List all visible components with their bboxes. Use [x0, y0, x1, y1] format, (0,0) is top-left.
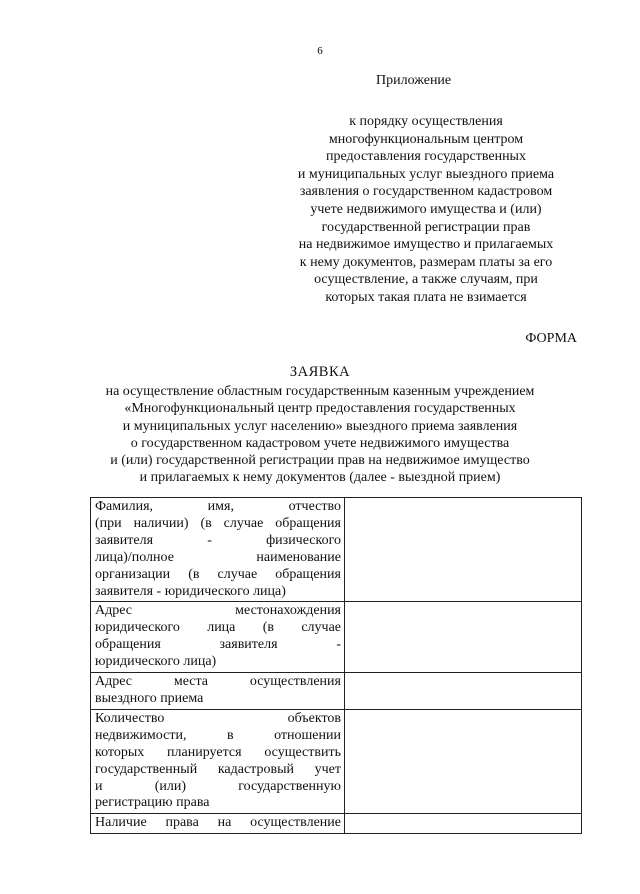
- field-label-word: заявителя: [219, 637, 278, 653]
- field-label-word: которых: [95, 744, 145, 760]
- field-label-word: заявителя: [95, 532, 154, 548]
- annex-text-block: [272, 113, 580, 307]
- annex-line: которых такая плата не взимается: [325, 289, 527, 305]
- page-number: 6: [317, 45, 323, 57]
- application-subtitle-line: «Многофункциональный центр предоставления государственных: [124, 401, 516, 417]
- field-label-word: осуществления: [249, 674, 341, 690]
- field-label-word: Наличие: [95, 815, 147, 831]
- field-label-line: [95, 762, 341, 779]
- field-label-word: регистрацию права: [95, 795, 210, 811]
- field-label-word: Адрес: [95, 603, 133, 619]
- field-label-word: государственный: [95, 761, 198, 777]
- field-label-word: Адрес: [95, 674, 133, 690]
- application-subtitle-line: и муниципальных услуг населению» выездного приема заявления: [122, 418, 518, 434]
- annex-line: на недвижимое имущество и прилагаемых: [298, 237, 554, 253]
- field-label-cell: [91, 498, 345, 602]
- application-subtitle-line: о государственном кадастровом учете недвижимого имущества: [130, 435, 510, 451]
- field-value-cell[interactable]: [345, 498, 582, 602]
- field-label-word: государственную: [238, 778, 341, 794]
- field-label-word: физического: [266, 532, 341, 548]
- field-label-word: осуществление: [250, 815, 341, 831]
- field-label-line: [95, 603, 341, 620]
- field-label-word: выездного приема: [95, 690, 204, 706]
- field-label-word: (или): [154, 778, 187, 794]
- field-label-line: [95, 779, 341, 796]
- field-label-line: [95, 654, 341, 671]
- field-label-word: юридического лица): [95, 654, 217, 670]
- annex-title: Приложение: [376, 73, 452, 88]
- field-label-line: [95, 711, 341, 728]
- field-label-word: наличии): [133, 515, 189, 531]
- field-label-word: Количество: [95, 710, 165, 726]
- field-label-cell: [91, 673, 345, 710]
- field-label-word: учет: [314, 761, 341, 777]
- field-label-word: недвижимости,: [95, 727, 187, 743]
- field-label-word: случае: [223, 515, 264, 531]
- field-label-word: (в: [262, 620, 274, 636]
- field-label-cell: [91, 602, 345, 673]
- field-label-line: [95, 550, 341, 567]
- table-row: [91, 602, 582, 673]
- field-label-word: отношении: [274, 727, 341, 743]
- field-label-word: обращения: [275, 515, 341, 531]
- annex-line: учете недвижимого имущества и (или): [310, 201, 542, 217]
- field-label-word: местонахождения: [235, 603, 341, 619]
- field-label-word: отчество: [288, 499, 341, 514]
- field-label-word: лица)/полное: [95, 549, 174, 565]
- field-label-line: [95, 620, 341, 637]
- form-label: ФОРМА: [525, 331, 577, 346]
- application-subtitle-line: и прилагаемых к нему документов (далее - выездной прием): [139, 470, 501, 486]
- annex-line: к порядку осуществления: [349, 114, 503, 129]
- field-label-line: [95, 584, 341, 601]
- field-value-cell[interactable]: [345, 814, 582, 834]
- field-label-word: -: [207, 532, 212, 548]
- application-subtitle-line: и (или) государственной регистрации прав на недвижимое имущество: [110, 453, 530, 469]
- field-label-line: [95, 533, 341, 550]
- field-label-line: [95, 567, 341, 584]
- field-value-cell[interactable]: [345, 709, 582, 813]
- field-label-word: планируется: [167, 744, 242, 760]
- field-label-line: [95, 516, 341, 533]
- application-subtitle: [60, 383, 580, 487]
- field-label-line: [95, 728, 341, 745]
- field-label-line: [95, 674, 341, 691]
- application-title: ЗАЯВКА: [289, 364, 351, 380]
- table-row: [91, 498, 582, 602]
- field-label-word: лица: [207, 620, 236, 636]
- field-label-cell: [91, 814, 345, 834]
- application-form-table: [90, 497, 582, 834]
- field-label-line: [95, 637, 341, 654]
- field-label-word: -: [336, 637, 341, 653]
- field-label-line: [95, 795, 341, 812]
- annex-line: государственной регистрации прав: [321, 219, 531, 235]
- field-label-word: (в: [188, 566, 200, 582]
- field-label-word: Фамилия,: [95, 499, 154, 514]
- field-label-word: кадастровый: [217, 761, 294, 777]
- table-row: [91, 814, 582, 834]
- annex-line: и муниципальных услуг выездного приема: [297, 166, 555, 182]
- field-label-line: [95, 499, 341, 516]
- field-label-line: [95, 815, 341, 832]
- table-row: [91, 673, 582, 710]
- annex-line: к нему документов, размерам платы за его: [299, 254, 553, 270]
- field-label-word: обращения: [275, 566, 341, 582]
- field-label-word: осуществить: [264, 744, 341, 760]
- field-label-word: организации: [95, 566, 171, 582]
- field-label-word: случае: [301, 620, 341, 636]
- field-label-cell: [91, 709, 345, 813]
- field-value-cell[interactable]: [345, 673, 582, 710]
- field-label-word: заявителя - юридического лица): [95, 583, 286, 599]
- field-label-word: обращения: [95, 637, 161, 653]
- field-label-word: на: [217, 815, 232, 831]
- annex-line: осуществление, а также случаям, при: [314, 272, 538, 288]
- field-label-word: в: [226, 727, 234, 743]
- annex-line: предоставления государственных: [326, 149, 526, 165]
- field-label-line: [95, 691, 341, 708]
- annex-line: заявления о государственном кадастровом: [299, 184, 553, 200]
- field-label-word: объектов: [287, 710, 341, 726]
- field-label-word: юридического: [95, 620, 180, 636]
- field-label-line: [95, 745, 341, 762]
- application-subtitle-line: на осуществление областным государственным казенным учреждением: [105, 384, 535, 399]
- annex-line: многофункциональным центром: [328, 131, 524, 147]
- field-label-word: (в: [200, 515, 212, 531]
- field-label-word: случае: [217, 566, 258, 582]
- table-row: [91, 709, 582, 813]
- field-label-word: (при: [95, 515, 122, 531]
- field-label-word: и: [95, 778, 103, 794]
- field-value-cell[interactable]: [345, 602, 582, 673]
- field-label-word: имя,: [207, 499, 234, 514]
- field-label-word: права: [165, 815, 199, 831]
- field-label-word: места: [173, 674, 209, 690]
- field-label-word: наименование: [256, 549, 341, 565]
